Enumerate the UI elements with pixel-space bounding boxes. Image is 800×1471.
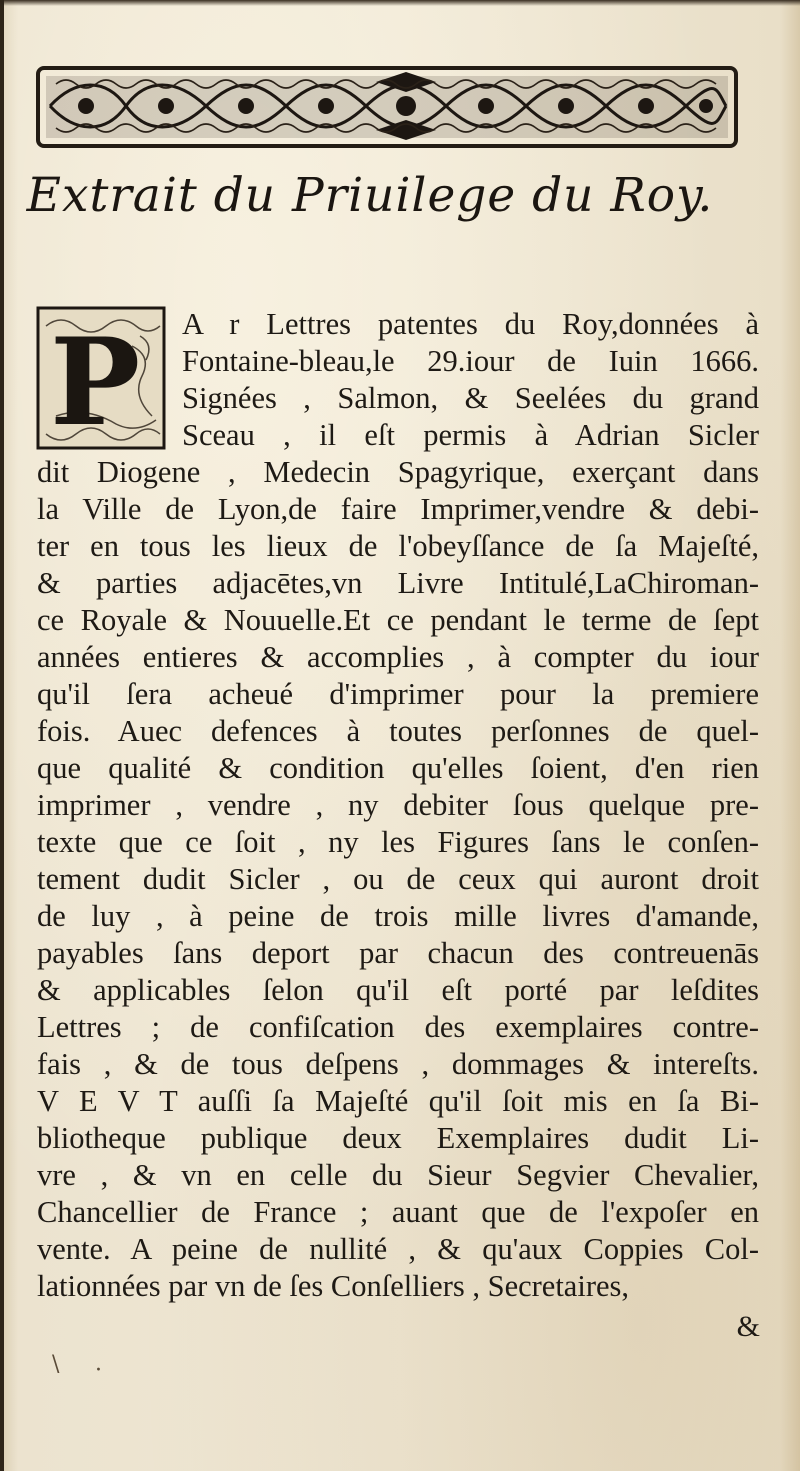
dropcap-letter: P	[50, 312, 141, 453]
headpiece-ornament	[36, 58, 738, 154]
text-line: lationnées par vn de ſes Conſelliers , Secretaires,	[37, 1269, 630, 1303]
text-line: A r Lettres patentes du Roy,données à	[182, 307, 759, 341]
text-line: Lettres ; de confiſcation des exemplaires contre-	[37, 1010, 759, 1044]
text-line: payables ſans deport par chacun des contreuenās	[37, 936, 759, 970]
text-line: imprimer , vendre , ny debiter ſous quelque pre-	[37, 788, 759, 822]
text-line: ter en tous les lieux de l'obeyſſance de ſa Majeſté,	[37, 529, 759, 563]
text-line: texte que ce ſoit , ny les Figures ſans le conſen-	[37, 825, 759, 859]
page-top-edge	[0, 0, 800, 6]
text-line: fais , & de tous deſpens , dommages & intereſts.	[37, 1047, 759, 1081]
text-line: Sceau , il eſt permis à Adrian Sicler	[182, 418, 759, 452]
ink-speck: ·	[95, 1358, 102, 1383]
text-line: années entieres & accomplies , à compter du iour	[37, 640, 759, 674]
text-line: & parties adjacētes,vn Livre Intitulé,LaChiroman-	[37, 566, 759, 600]
privilege-text	[37, 306, 759, 1305]
text-line: vre , & vn en celle du Sieur Segvier Chevalier,	[37, 1158, 759, 1192]
text-line: que qualité & condition qu'elles ſoient, d'en rien	[37, 751, 759, 785]
text-line: la Ville de Lyon,de faire Imprimer,vendre & debi-	[37, 492, 759, 526]
text-line: qu'il ſera acheué d'imprimer pour la premiere	[37, 677, 759, 711]
text-line: Signées , Salmon, & Seelées du grand	[182, 381, 759, 415]
text-line: Fontaine-bleau,le 29.iour de Iuin 1666.	[182, 344, 759, 378]
page-title: Extrait du Priuilege du Roy.	[26, 168, 714, 223]
text-line: de luy , à peine de trois mille livres d'amande,	[37, 899, 759, 933]
ink-speck: \	[52, 1352, 60, 1377]
text-line: V E V T auſſi ſa Majeſté qu'il ſoit mis en ſa Bi-	[37, 1084, 759, 1118]
text-line: Chancellier de France ; auant que de l'expoſer en	[37, 1195, 759, 1229]
catchword: &	[736, 1310, 760, 1343]
text-line: fois. Auec defences à toutes perſonnes de quel-	[37, 714, 759, 748]
text-line: vente. A peine de nullité , & qu'aux Coppies Col-	[37, 1232, 759, 1266]
text-line: ce Royale & Nouuelle.Et ce pendant le terme de ſept	[37, 603, 759, 637]
text-line: dit Diogene , Medecin Spagyrique, exerçant dans	[37, 455, 759, 489]
text-line: bliotheque publique deux Exemplaires dudit Li-	[37, 1121, 759, 1155]
text-line: tement dudit Sicler , ou de ceux qui auront droit	[37, 862, 759, 896]
text-line: & applicables ſelon qu'il eſt porté par leſdites	[37, 973, 759, 1007]
